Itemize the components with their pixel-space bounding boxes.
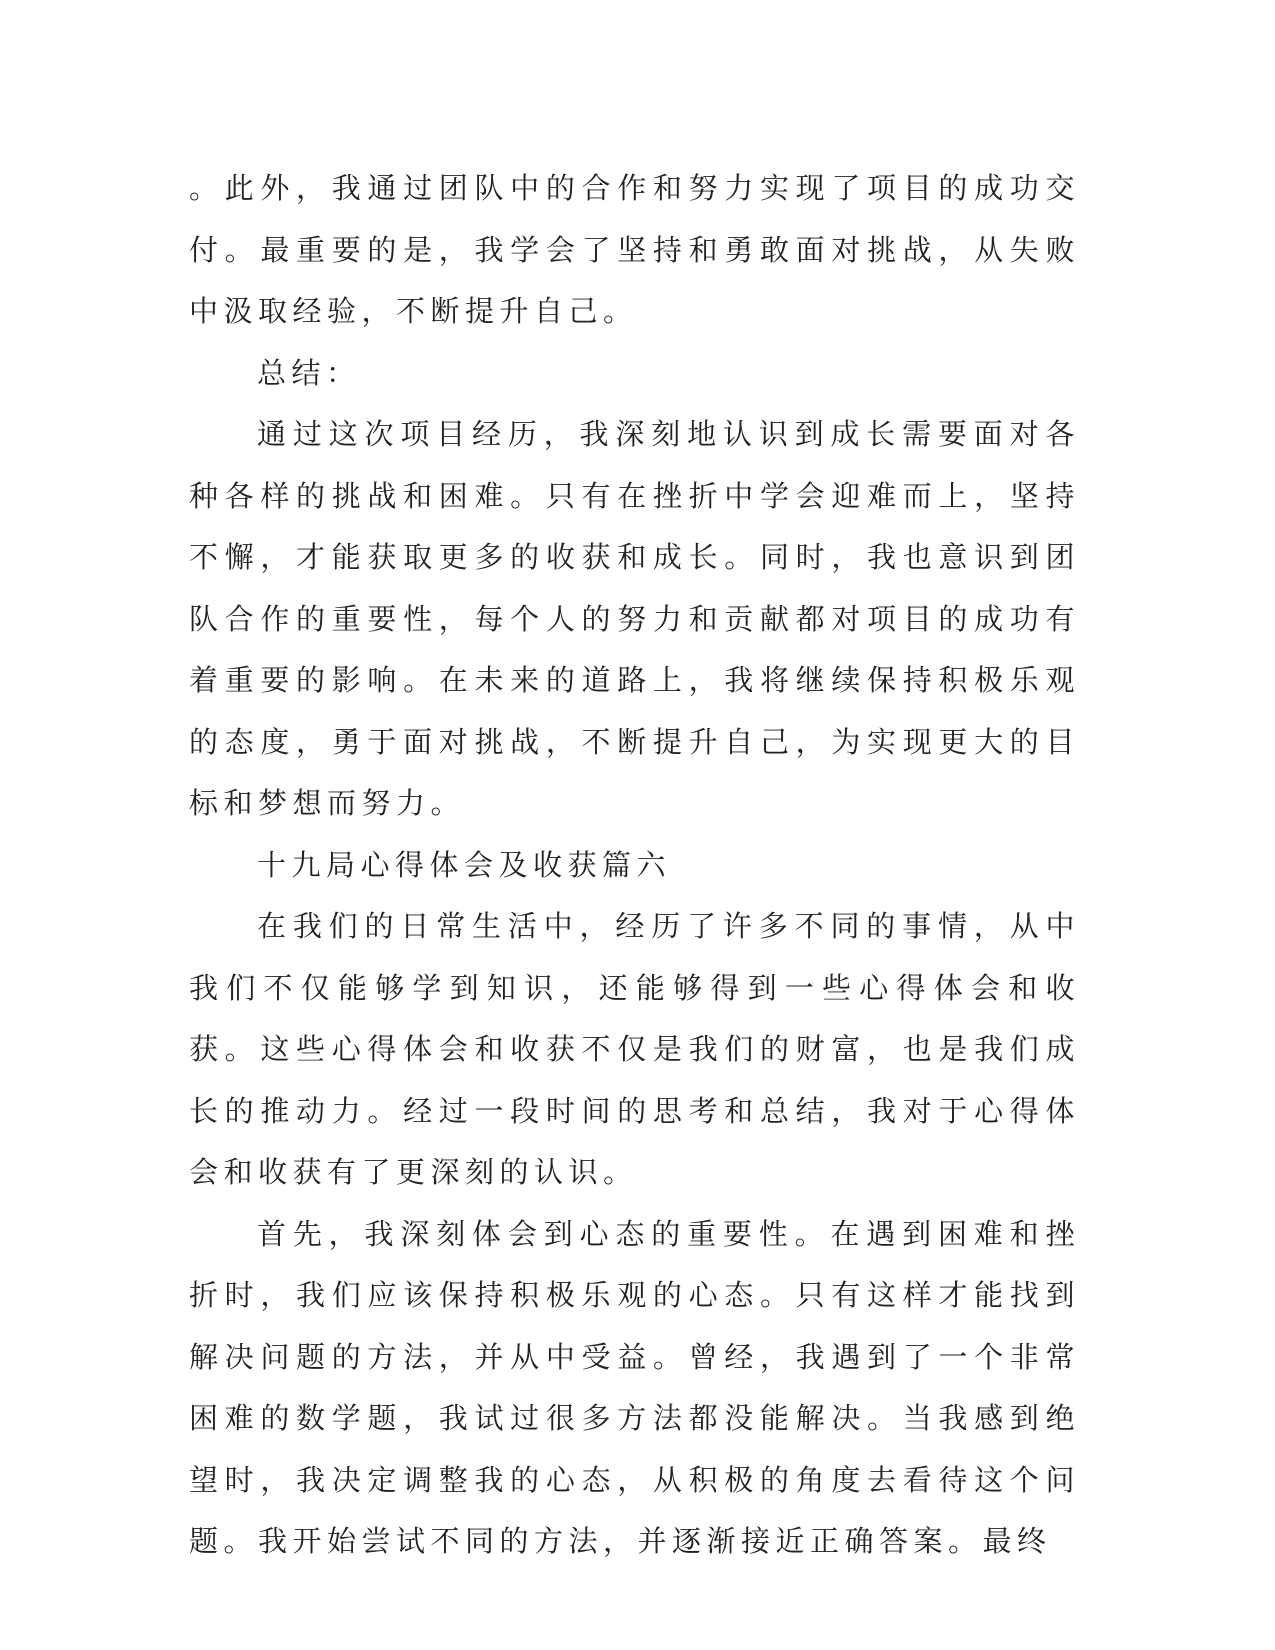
paragraph-intro: 在我们的日常生活中，经历了许多不同的事情，从中我们不仅能够学到知识，还能够得到一些心得体会和收获。这些心得体会和收获不仅是我们的财富，也是我们成长的推动力。经过一段时间的思考和总结，我对于心得体会和收获有了更深刻的认识。 [189,909,1080,1189]
paragraph-continuation: 。此外，我通过团队中的合作和努力实现了项目的成功交付。最重要的是，我学会了坚持和勇敢面对挑战，从失败中汲取经验，不断提升自己。 [189,171,1080,328]
paragraph-first-point: 首先，我深刻体会到心态的重要性。在遇到困难和挫折时，我们应该保持积极乐观的心态。只有这样才能找到解决问题的方法，并从中受益。曾经，我遇到了一个非常困难的数学题，我试过很多方法都没能解决。当我感到绝望时，我决定调整我的心态，从积极的角度去看待这个问题。我开始尝试不同的方法，并逐渐接近正确答案。最终 [189,1216,1080,1558]
section-title: 十九局心得体会及收获篇六 [257,847,672,882]
paragraph-summary: 通过这次项目经历，我深刻地认识到成长需要面对各种各样的挑战和困难。只有在挫折中学会迎难而上，坚持不懈，才能获取更多的收获和成长。同时，我也意识到团队合作的重要性，每个人的努力和贡献都对项目的成功有着重要的影响。在未来的道路上，我将继续保持积极乐观的态度，勇于面对挑战，不断提升自己，为实现更大的目标和梦想而努力。 [189,417,1080,820]
summary-heading: 总结： [257,355,361,390]
document-body [189,158,1080,1573]
